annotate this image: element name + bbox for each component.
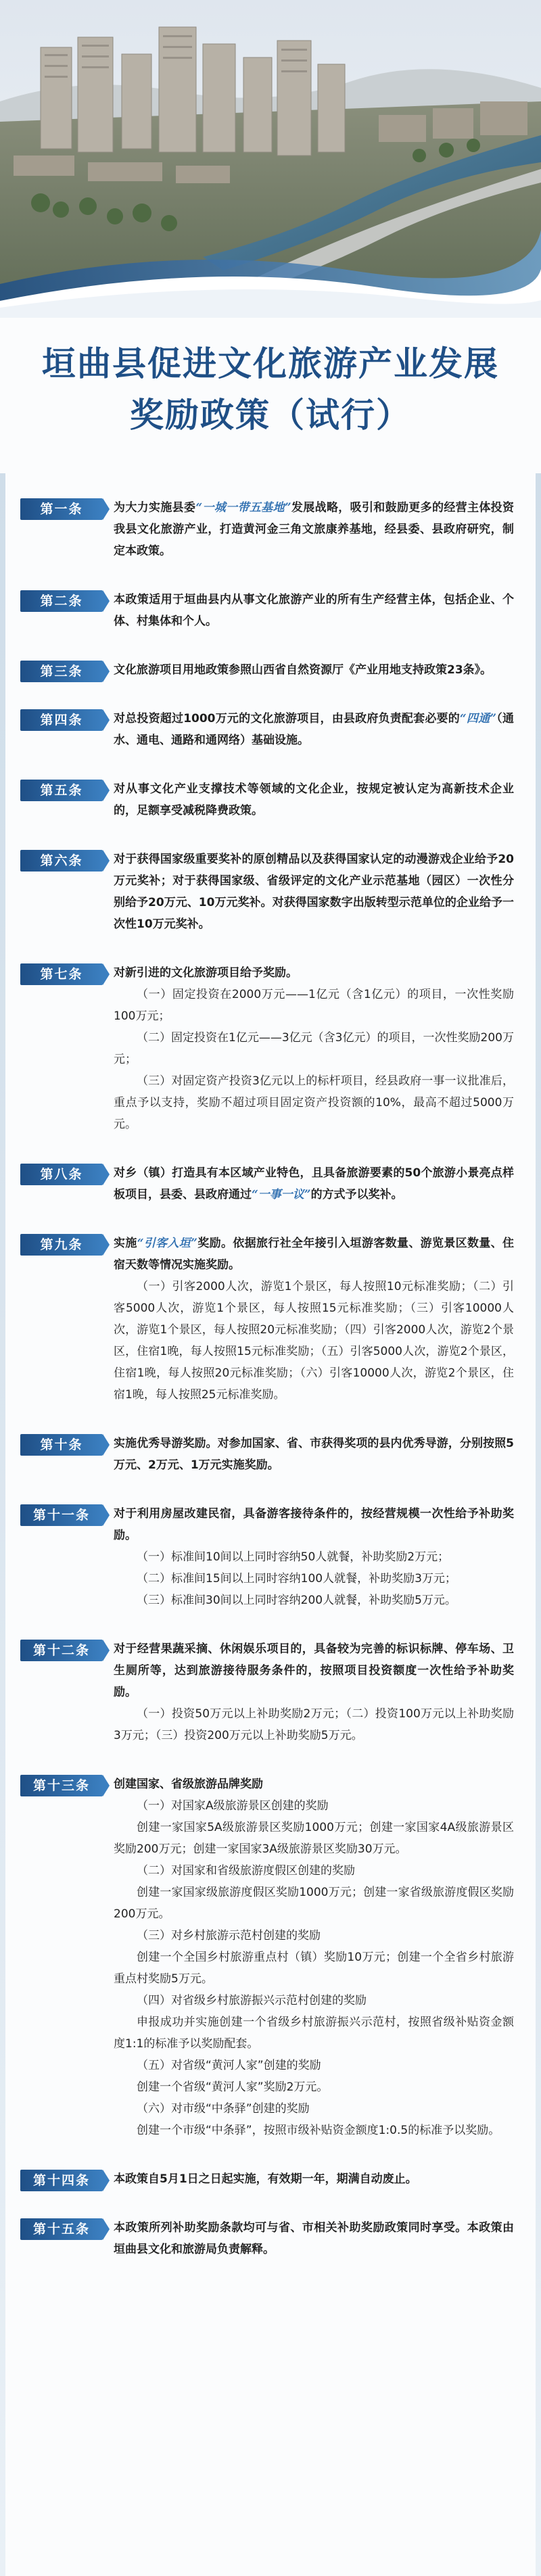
paragraph-text: 为大力实施县委	[114, 501, 196, 515]
article-paragraph	[114, 1233, 514, 1276]
article-12	[0, 1638, 541, 1746]
article-clause: 创建一家国家级旅游度假区奖励1000万元；创建一家省级旅游度假区奖励200万元。	[114, 1886, 514, 1921]
article-14	[0, 2168, 541, 2190]
article-paragraph: 对从事文化产业支撑技术等领域的文化企业，按规定被认定为高新技术企业的，足额享受减税降费政策。	[114, 782, 514, 817]
article-4	[0, 708, 541, 751]
article-6	[0, 849, 541, 935]
article-2	[0, 589, 541, 632]
article-label: 第四条	[20, 709, 103, 731]
article-clause: （一）投资50万元以上补助奖励2万元；（二）投资100万元以上补助奖励3万元；（三）投资200万元以上补助奖励5万元。	[114, 1707, 514, 1742]
slogan-quote: “一事一议”	[252, 1188, 311, 1201]
article-label: 第八条	[20, 1164, 103, 1185]
paragraph-text: （通水、通电、通路和通网络）基础设施。	[114, 712, 514, 747]
article-paragraph	[114, 1162, 514, 1206]
article-clause: 申报成功并实施创建一个省级乡村旅游振兴示范村，按照省级补贴资金额度1:1的标准予以奖励配套。	[114, 2016, 514, 2051]
article-paragraph: 对于获得国家级重要奖补的原创精品以及获得国家认定的动漫游戏企业给予20万元奖补；对于获得国家级、省级评定的文化产业示范基地（园区）一次性分别给予20万元、10万元奖补。对获得国家数字出版转型示范单位的企业给予一次性10万元奖补。	[114, 853, 514, 931]
article-clause: （一）固定投资在2000万元——1亿元（含1亿元）的项目，一次性奖励100万元；	[114, 988, 514, 1023]
article-label: 第七条	[20, 963, 103, 985]
article-11	[0, 1503, 541, 1611]
article-clause: 创建一个市级“中条驿”，按照市级补贴资金额度1:0.5的标准予以奖励。	[137, 2124, 500, 2137]
article-label: 第三条	[20, 661, 103, 682]
article-clause: （二）标准间15间以上同时容纳100人就餐，补助奖励3万元；	[137, 1572, 456, 1585]
article-label: 第九条	[20, 1234, 103, 1256]
article-clause: 创建一个全国乡村旅游重点村（镇）奖励10万元；创建一个全省乡村旅游重点村奖励5万元。	[114, 1951, 514, 1986]
article-paragraph: 创建国家、省级旅游品牌奖励	[114, 1778, 263, 1791]
paragraph-text: 对总投资超过1000万元的文化旅游项目，由县政府负责配套必要的	[114, 712, 460, 725]
article-label: 第十五条	[20, 2218, 103, 2240]
article-label: 第十三条	[20, 1775, 103, 1796]
article-clause: （二）对国家和省级旅游度假区创建的奖励	[137, 1864, 355, 1878]
article-label: 第五条	[20, 780, 103, 801]
article-paragraph: 文化旅游项目用地政策参照山西省自然资源厅《产业用地支持政策23条》。	[114, 663, 492, 677]
article-label: 第十一条	[20, 1504, 103, 1526]
article-paragraph: 实施优秀导游奖励。对参加国家、省、市获得奖项的县内优秀导游，分别按照5万元、2万元、1万元实施奖励。	[114, 1437, 514, 1472]
title-line-1: 垣曲县促进文化旅游产业发展	[42, 343, 499, 383]
article-clause: （六）对市级“中条驿”创建的奖励	[137, 2102, 310, 2116]
article-9	[0, 1233, 541, 1406]
article-paragraph: 对于经营果蔬采摘、休闲娱乐项目的，具备较为完善的标识标牌、停车场、卫生厕所等，达到旅游接待服务条件的，按照项目投资额度一次性给予补助奖励。	[114, 1642, 514, 1699]
article-1	[0, 497, 541, 562]
article-7	[0, 962, 541, 1135]
title-line-2: 奖励政策（试行）	[130, 395, 411, 435]
article-clause: （三）对乡村旅游示范村创建的奖励	[137, 1929, 321, 1942]
article-paragraph: 本政策所列补助奖励条款均可与省、市相关补助奖励政策同时享受。本政策由垣曲县文化和旅游局负责解释。	[114, 2221, 514, 2256]
article-clause: （三）标准间30间以上同时容纳200人就餐，补助奖励5万元。	[137, 1594, 456, 1607]
slogan-quote: “引客入垣”	[137, 1237, 197, 1250]
hero-image	[0, 0, 541, 318]
article-clause: （五）对省级“黄河人家”创建的奖励	[137, 2059, 321, 2072]
paragraph-text: 对乡（镇）打造具有本区域产业特色，且具备旅游要素的50个旅游小景亮点样板项目，县委、县政府通过	[114, 1166, 514, 1201]
article-10	[0, 1433, 541, 1476]
article-13	[0, 1773, 541, 2141]
article-label: 第十条	[20, 1434, 103, 1456]
article-label: 第二条	[20, 590, 103, 612]
slogan-quote: “四通”	[459, 712, 497, 725]
paragraph-text: 实施	[114, 1237, 137, 1250]
article-label: 第十四条	[20, 2170, 103, 2191]
article-clause: （二）固定投资在1亿元——3亿元（含3亿元）的项目，一次性奖励200万元；	[114, 1031, 514, 1066]
article-paragraph: 对于利用房屋改建民宿，具备游客接待条件的，按经营规模一次性给予补助奖励。	[114, 1507, 514, 1542]
slogan-quote: “一城一带五基地”	[195, 501, 291, 515]
article-paragraph: 对新引进的文化旅游项目给予奖励。	[114, 966, 298, 980]
article-label: 第十二条	[20, 1640, 103, 1661]
article-paragraph	[114, 497, 514, 562]
paragraph-text: 发展战略，吸引和鼓励更多的经营主体投资我县文化旅游产业，打造黄河金三角文旅康养基地，经县委、县政府研究，制定本政策。	[114, 501, 515, 558]
article-label: 第六条	[20, 850, 103, 872]
paragraph-text: 奖励。依据旅行社全年接引入垣游客数量、游览景区数量、住宿天数等情况实施奖励。	[114, 1237, 515, 1272]
page-title	[0, 338, 541, 441]
article-clause: （三）对固定资产投资3亿元以上的标杆项目，经县政府一事一议批准后，重点予以支持，奖励不超过项目固定资产投资额的10%，最高不超过5000万元。	[114, 1074, 514, 1131]
article-clause: 创建一个省级“黄河人家”奖励2万元。	[137, 2080, 329, 2094]
article-15	[0, 2217, 541, 2260]
article-paragraph: 本政策自5月1日之日起实施，有效期一年，期满自动废止。	[114, 2172, 417, 2186]
paragraph-text: 的方式予以奖补。	[310, 1188, 403, 1201]
article-list	[0, 497, 541, 2260]
article-clause: （一）对国家A级旅游景区创建的奖励	[137, 1799, 329, 1813]
article-paragraph: 本政策适用于垣曲县内从事文化旅游产业的所有生产经营主体，包括企业、个体、村集体和个人。	[114, 593, 514, 628]
article-clause: （四）对省级乡村旅游振兴示范村创建的奖励	[137, 1994, 367, 2007]
article-5	[0, 778, 541, 821]
article-3	[0, 659, 541, 681]
article-clause: （一）引客2000人次，游览1个景区，每人按照10元标准奖励；（二）引客5000人次，游览1个景区，每人按照15元标准奖励；（三）引客10000人次，游览1个景区，每人按照20元标准奖励；（四）引客2000人次，游览2个景区，住宿1晚，每人按照15元标准奖励；（五）引客5000人次，游览2个景区，住宿1晚，每人按照20元标准奖励；（六）引客10000人次，游览2个景区，住宿1晚，每人按照25元标准奖励。	[114, 1280, 514, 1402]
article-clause: 创建一家国家5A级旅游景区奖励1000万元；创建一家国家4A级旅游景区奖励200万元；创建一家国家3A级旅游景区奖励30万元。	[114, 1821, 514, 1856]
article-8	[0, 1162, 541, 1206]
article-paragraph	[114, 708, 514, 751]
article-label: 第一条	[20, 498, 103, 520]
article-clause: （一）标准间10间以上同时容纳50人就餐，补助奖励2万元；	[137, 1550, 450, 1564]
